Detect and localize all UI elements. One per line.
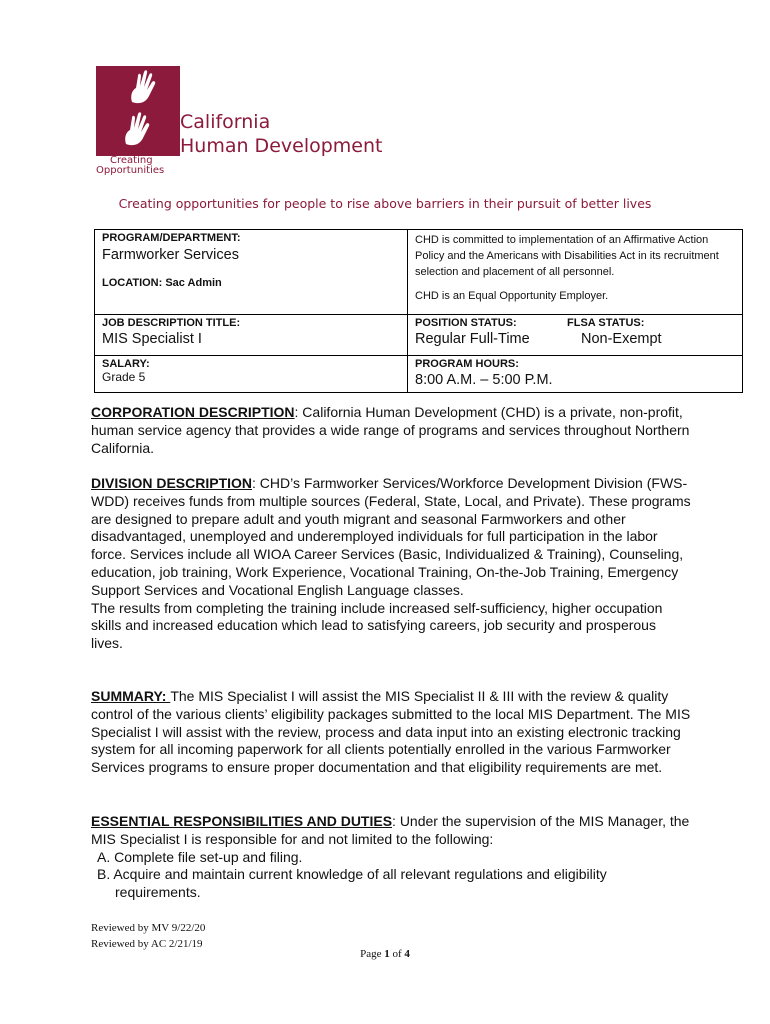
page-of: of [389, 948, 405, 960]
summary-heading: SUMMARY: [91, 688, 171, 704]
review-line: Reviewed by AC 2/21/19 [91, 938, 203, 950]
logo-name-line2: Human Development [180, 135, 383, 157]
job-title-cell [95, 315, 408, 356]
corporation-description [91, 404, 691, 457]
program-value: Farmworker Services [102, 247, 239, 263]
salary-value: Grade 5 [102, 370, 146, 384]
logo-tag-line1: Creating [110, 155, 153, 166]
duty-item: B. Acquire and maintain current knowledge of all relevant regulations and eligibility requirements. [97, 866, 607, 901]
division-heading: DIVISION DESCRIPTION [91, 475, 253, 491]
program-hours-value: 8:00 A.M. – 5:00 P.M. [415, 372, 553, 388]
hours-cell [408, 356, 743, 393]
job-title-value: MIS Specialist I [102, 331, 202, 347]
program-hours-label: PROGRAM HOURS: [415, 358, 519, 370]
position-status-value: Regular Full-Time [415, 331, 530, 347]
duties-section [91, 813, 691, 902]
page-current: 1 [384, 948, 390, 960]
logo-mark [96, 66, 180, 156]
corporation-text: : California Human Development (CHD) is a private, non-profit, human service agency that provides a wide range of programs and services throughout Northern California. [91, 404, 690, 456]
job-title-label: JOB DESCRIPTION TITLE: [102, 317, 241, 329]
company-logo [96, 66, 396, 178]
page-number [0, 948, 770, 960]
review-line: Reviewed by MV 9/22/20 [91, 922, 206, 934]
status-cell [408, 315, 743, 356]
salary-label: SALARY: [102, 358, 150, 370]
program-label: PROGRAM/DEPARTMENT: [102, 232, 241, 244]
flsa-status-label: FLSA STATUS: [567, 317, 645, 329]
division-description [91, 475, 691, 653]
affirmative-action-notice: CHD is committed to implementation of an Affirmative Action Policy and the Americans with Disabilities Act in its recruitment selection and placement of all personnel. [415, 234, 719, 278]
notice-cell [408, 230, 743, 315]
page-prefix: Page [360, 948, 385, 960]
summary-section [91, 688, 691, 777]
hands-icon [96, 66, 180, 156]
position-status-label: POSITION STATUS: [415, 317, 517, 329]
corporation-heading: CORPORATION DESCRIPTION [91, 404, 295, 420]
tagline: Creating opportunities for people to rise above barriers in their pursuit of better lives [118, 196, 652, 211]
equal-opportunity-notice: CHD is an Equal Opportunity Employer. [415, 290, 609, 302]
page-total: 4 [404, 948, 410, 960]
division-results-text: The results from completing the training include increased self-sufficiency, higher occupation skills and increased education which lead to satisfying careers, job security and prosperous lives. [91, 599, 663, 652]
salary-cell [95, 356, 408, 393]
logo-tag-line2: Opportunities [96, 165, 165, 176]
job-info-table [94, 229, 743, 393]
flsa-status-value: Non-Exempt [581, 331, 662, 347]
duties-heading: ESSENTIAL RESPONSIBILITIES AND DUTIES [91, 813, 393, 829]
location-label: LOCATION: Sac Admin [102, 277, 222, 289]
duty-item: A. Complete file set-up and filing. [97, 848, 303, 865]
logo-name-line1: California [180, 111, 271, 133]
division-text: : CHD’s Farmworker Services/Workforce Development Division (FWS-WDD) receives funds from multiple sources (Federal, State, Local, and Private). These programs are designed to prepare adult and youth migrant and seasonal Farmworkers and other disadvantaged, unemployed and underemployed individuals for full participation in the labor force. Services include all WIOA Career Services (Basic, Individualized & Training), Counseling, education, job training, Work Experience, Vocational Training, On-the-Job Training, Emergency Support Services and Vocational English Language classes. [91, 475, 691, 598]
summary-text: The MIS Specialist I will assist the MIS Specialist II & III with the review & quality control of the various clients’ eligibility packages submitted to the local MIS Department. The MIS Specialist I will assist with the review, process and data input into an existing electronic tracking system for all incoming paperwork for all clients potentially enrolled in the various Farmworker Services programs to ensure proper documentation and that eligibility requirements are met. [91, 688, 691, 776]
duties-text: : Under the supervision of the MIS Manager, the MIS Specialist I is responsible for and not limited to the following: [91, 813, 690, 847]
program-cell [95, 230, 408, 315]
